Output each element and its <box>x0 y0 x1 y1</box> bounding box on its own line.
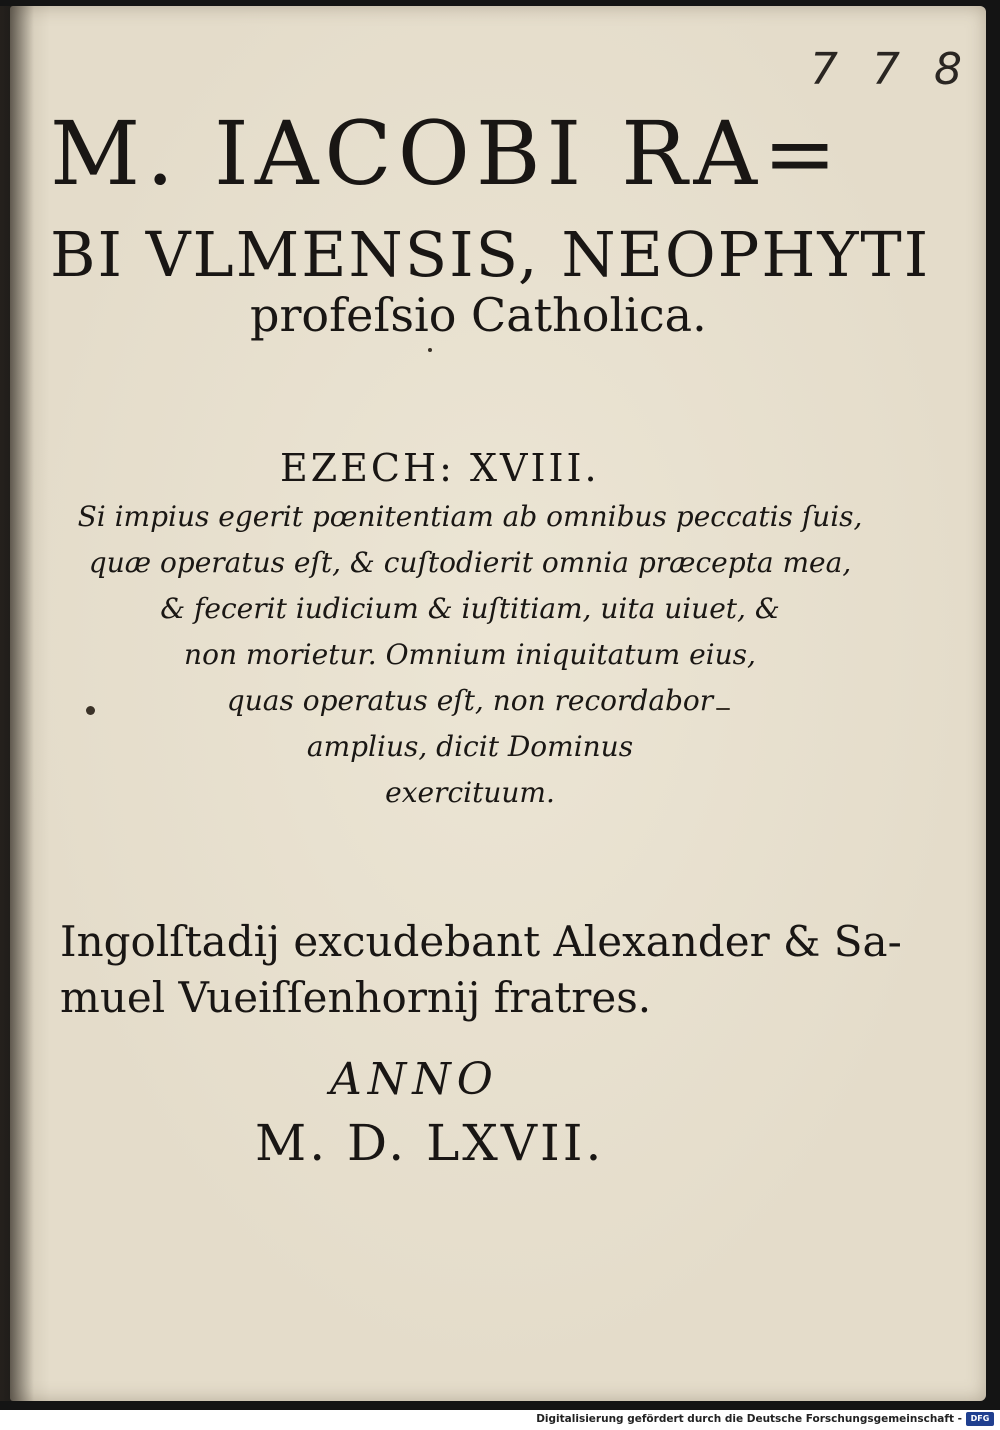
title-line-2: BI VLMENSIS, NEOPHYTI <box>50 218 931 291</box>
digitization-footer <box>0 1410 1000 1430</box>
title-line-3: profeſsio Catholica. <box>250 288 707 342</box>
dfg-logo: DFG <box>966 1412 994 1426</box>
quote-line: non morietur. Omnium iniquitatum eius, <box>184 638 756 671</box>
title-line-1: M. IACOBI RA= <box>50 102 843 205</box>
printer-imprint <box>60 914 902 1026</box>
funding-credit: Digitalisierung gefördert durch die Deutsche Forschungsgemeinschaft - <box>536 1413 962 1425</box>
quote-line: quas operatus eſt, non recordabor <box>226 684 714 717</box>
ink-speck <box>86 706 95 715</box>
publication-year: M. D. LXVII. <box>255 1114 605 1172</box>
scripture-reference: EZECH: XVIII. <box>280 446 600 490</box>
quote-line: amplius, dicit Dominus <box>306 730 634 763</box>
imprint-line-2: muel Vueiſſenhornij fratres. <box>60 973 652 1022</box>
title-page <box>10 6 986 1401</box>
scripture-quote <box>50 494 890 816</box>
handwritten-shelfmark: 7 7 8 <box>810 44 972 95</box>
ink-speck <box>428 348 432 352</box>
anno-label: ANNO <box>330 1054 499 1105</box>
imprint-line-1: Ingolſtadij excudebant Alexander & Sa- <box>60 917 902 966</box>
ink-speck <box>716 708 730 710</box>
quote-line: exercituum. <box>385 776 555 809</box>
quote-line: Si impius egerit pœnitentiam ab omnibus peccatis ſuis, <box>77 500 863 533</box>
quote-line: quæ operatus eſt, & cuſtodierit omnia præcepta mea, <box>88 546 852 579</box>
quote-line: & fecerit iudicium & iuſtitiam, uita uiuet, & <box>160 592 780 625</box>
